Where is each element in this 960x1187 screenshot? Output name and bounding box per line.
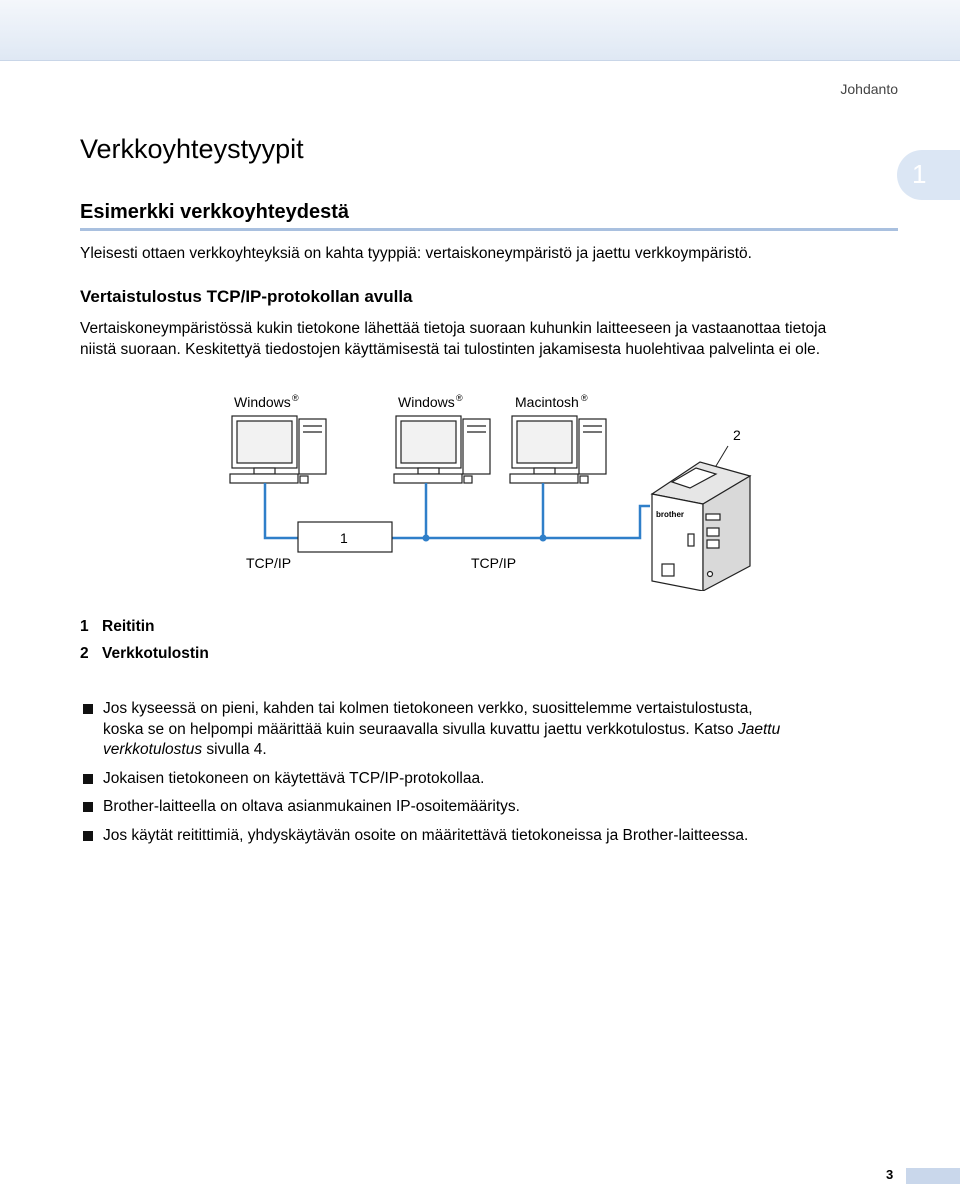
legend-label-1: Reititin	[102, 618, 155, 635]
bullet-icon	[83, 831, 93, 841]
chapter-number: 1	[912, 159, 927, 189]
subsection-title: Vertaistulostus TCP/IP-protokollan avulla	[80, 287, 413, 306]
printer-brand: brother	[656, 510, 684, 519]
list-item: Brother-laitteella on oltava asianmukainen IP-osoitemääritys.	[80, 797, 880, 818]
list-item: Jokaisen tietokoneen on käytettävä TCP/IP-protokollaa.	[80, 769, 880, 790]
body-line-1: Vertaiskoneympäristössä kukin tietokone lähettää tietoja suoraan kuhunkin laitteeseen ja vastaanottaa tietoja	[80, 320, 827, 337]
intro-paragraph: Yleisesti ottaen verkkoyhteyksiä on kahta tyyppiä: vertaiskoneympäristö ja jaettu verkkoympäristö.	[80, 245, 752, 262]
printer-icon	[652, 462, 750, 591]
computer-label-2: Windows	[398, 394, 455, 410]
computer-icon-3	[510, 416, 606, 483]
body-paragraph	[80, 318, 900, 360]
protocol-label-2: TCP/IP	[471, 555, 517, 571]
bullet-icon	[83, 802, 93, 812]
page-number: 3	[886, 1167, 894, 1182]
junction-dot-2	[540, 535, 547, 542]
section-title: Esimerkki verkkoyhteydestä	[80, 201, 350, 223]
bullet-icon	[83, 704, 93, 714]
computer-icon-1	[230, 416, 326, 483]
bullet-list	[80, 699, 880, 854]
reg-mark-3: ®	[581, 393, 588, 403]
footer-bar	[906, 1168, 960, 1184]
list-item: Jos kyseessä on pieni, kahden tai kolmen tietokoneen verkko, suosittelemme vertaistulostusta, koska se on helpompi määrittää kuin seuraavalla sivulla kuvattu jaettu verkkotulostus. Katso Jaettu verkkotulostus sivulla 4.	[80, 699, 880, 761]
computer-icon-2	[394, 416, 490, 483]
network-diagram	[220, 386, 760, 591]
computer-label-3: Macintosh	[515, 394, 579, 410]
top-banner	[0, 0, 960, 61]
protocol-label-1: TCP/IP	[246, 555, 292, 571]
computer-label-1: Windows	[234, 394, 291, 410]
list-item: Jos käytät reitittimiä, yhdyskäytävän osoite on määritettävä tietokoneissa ja Brother-laitteessa.	[80, 826, 880, 847]
legend-label-2: Verkkotulostin	[102, 645, 209, 662]
junction-dot-1	[423, 535, 430, 542]
legend-item-2	[80, 645, 209, 663]
running-header: Johdanto	[840, 81, 898, 97]
cross-ref-link-cont: verkkotulostus	[103, 741, 203, 758]
legend-num-2: 2	[80, 645, 89, 662]
legend-item-1	[80, 618, 155, 636]
chapter-tab	[897, 150, 960, 200]
printer-callout: 2	[733, 427, 741, 443]
page-title: Verkkoyhteystyypit	[80, 134, 304, 164]
body-line-2: niistä suoraan. Keskitettyä tiedostojen käyttämisestä tai tulostinten jakamisesta huolehtivaa palvelinta ei ole.	[80, 341, 821, 358]
legend-num-1: 1	[80, 618, 89, 635]
section-rule	[80, 228, 898, 231]
reg-mark-1: ®	[292, 393, 299, 403]
bullet-icon	[83, 774, 93, 784]
reg-mark-2: ®	[456, 393, 463, 403]
cross-ref-link: Jaettu	[737, 720, 781, 738]
router-callout: 1	[340, 530, 348, 546]
